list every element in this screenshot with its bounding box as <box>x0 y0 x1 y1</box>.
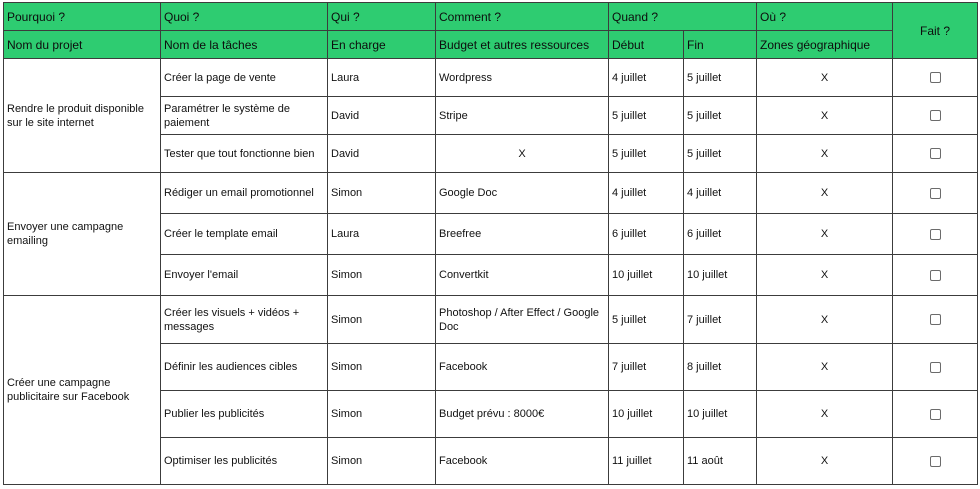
task-name: Créer les visuels + vidéos + messages <box>161 296 328 344</box>
task-start: 6 juillet <box>609 214 684 255</box>
header-comment: Comment ? <box>436 3 609 31</box>
task-end: 11 août <box>684 438 757 485</box>
task-name: Envoyer l'email <box>161 255 328 296</box>
table-row <box>4 59 978 97</box>
table-row <box>4 173 978 214</box>
task-owner: Simon <box>328 344 436 391</box>
task-start: 4 juillet <box>609 59 684 97</box>
task-zone: X <box>757 391 893 438</box>
task-end: 4 juillet <box>684 173 757 214</box>
done-cell <box>893 135 978 173</box>
task-zone: X <box>757 344 893 391</box>
task-owner: Simon <box>328 438 436 485</box>
task-end: 10 juillet <box>684 391 757 438</box>
project-name: Rendre le produit disponible sur le site internet <box>4 59 161 173</box>
done-checkbox[interactable] <box>930 110 941 121</box>
done-cell <box>893 344 978 391</box>
table-body <box>4 59 978 485</box>
header-ou: Où ? <box>757 3 893 31</box>
done-cell <box>893 97 978 135</box>
done-checkbox[interactable] <box>930 314 941 325</box>
task-budget: Google Doc <box>436 173 609 214</box>
done-cell <box>893 214 978 255</box>
task-zone: X <box>757 255 893 296</box>
done-checkbox[interactable] <box>930 72 941 83</box>
header-qui: Qui ? <box>328 3 436 31</box>
task-end: 5 juillet <box>684 97 757 135</box>
done-checkbox[interactable] <box>930 409 941 420</box>
task-owner: Laura <box>328 59 436 97</box>
task-start: 5 juillet <box>609 296 684 344</box>
task-budget: Facebook <box>436 344 609 391</box>
task-end: 10 juillet <box>684 255 757 296</box>
action-plan-table <box>3 2 978 485</box>
task-owner: David <box>328 135 436 173</box>
task-zone: X <box>757 97 893 135</box>
header-nom-taches: Nom de la tâches <box>161 31 328 59</box>
task-start: 10 juillet <box>609 255 684 296</box>
done-checkbox[interactable] <box>930 362 941 373</box>
header-debut: Début <box>609 31 684 59</box>
done-checkbox[interactable] <box>930 456 941 467</box>
project-name: Envoyer une campagne emailing <box>4 173 161 296</box>
header-en-charge: En charge <box>328 31 436 59</box>
done-cell <box>893 391 978 438</box>
task-start: 11 juillet <box>609 438 684 485</box>
header-fin: Fin <box>684 31 757 59</box>
task-owner: Simon <box>328 255 436 296</box>
task-owner: Simon <box>328 296 436 344</box>
task-name: Paramétrer le système de paiement <box>161 97 328 135</box>
header-row-labels <box>4 31 978 59</box>
task-budget: X <box>436 135 609 173</box>
task-name: Tester que tout fonctionne bien <box>161 135 328 173</box>
project-name: Créer une campagne publicitaire sur Facebook <box>4 296 161 485</box>
header-quand: Quand ? <box>609 3 757 31</box>
task-owner: Simon <box>328 391 436 438</box>
task-name: Optimiser les publicités <box>161 438 328 485</box>
done-cell <box>893 296 978 344</box>
header-nom-projet: Nom du projet <box>4 31 161 59</box>
task-end: 8 juillet <box>684 344 757 391</box>
task-budget: Stripe <box>436 97 609 135</box>
done-checkbox[interactable] <box>930 270 941 281</box>
task-budget: Budget prévu : 8000€ <box>436 391 609 438</box>
task-budget: Facebook <box>436 438 609 485</box>
header-budget: Budget et autres ressources <box>436 31 609 59</box>
done-cell <box>893 59 978 97</box>
done-cell <box>893 173 978 214</box>
task-name: Publier les publicités <box>161 391 328 438</box>
done-checkbox[interactable] <box>930 148 941 159</box>
table-row <box>4 296 978 344</box>
task-zone: X <box>757 438 893 485</box>
task-start: 5 juillet <box>609 135 684 173</box>
done-checkbox[interactable] <box>930 229 941 240</box>
task-start: 10 juillet <box>609 391 684 438</box>
task-zone: X <box>757 135 893 173</box>
header-quoi: Quoi ? <box>161 3 328 31</box>
task-owner: Simon <box>328 173 436 214</box>
done-cell <box>893 438 978 485</box>
task-end: 5 juillet <box>684 59 757 97</box>
task-owner: Laura <box>328 214 436 255</box>
task-end: 7 juillet <box>684 296 757 344</box>
task-budget: Convertkit <box>436 255 609 296</box>
done-checkbox[interactable] <box>930 188 941 199</box>
task-name: Créer la page de vente <box>161 59 328 97</box>
task-budget: Breefree <box>436 214 609 255</box>
done-cell <box>893 255 978 296</box>
task-end: 5 juillet <box>684 135 757 173</box>
header-fait: Fait ? <box>893 3 978 59</box>
header-pourquoi: Pourquoi ? <box>4 3 161 31</box>
task-zone: X <box>757 214 893 255</box>
task-start: 4 juillet <box>609 173 684 214</box>
task-start: 5 juillet <box>609 97 684 135</box>
header-row-questions <box>4 3 978 31</box>
task-name: Définir les audiences cibles <box>161 344 328 391</box>
header-zones: Zones géographique <box>757 31 893 59</box>
task-start: 7 juillet <box>609 344 684 391</box>
task-zone: X <box>757 173 893 214</box>
task-end: 6 juillet <box>684 214 757 255</box>
task-zone: X <box>757 59 893 97</box>
task-owner: David <box>328 97 436 135</box>
task-budget: Photoshop / After Effect / Google Doc <box>436 296 609 344</box>
task-name: Rédiger un email promotionnel <box>161 173 328 214</box>
task-budget: Wordpress <box>436 59 609 97</box>
task-zone: X <box>757 296 893 344</box>
task-name: Créer le template email <box>161 214 328 255</box>
